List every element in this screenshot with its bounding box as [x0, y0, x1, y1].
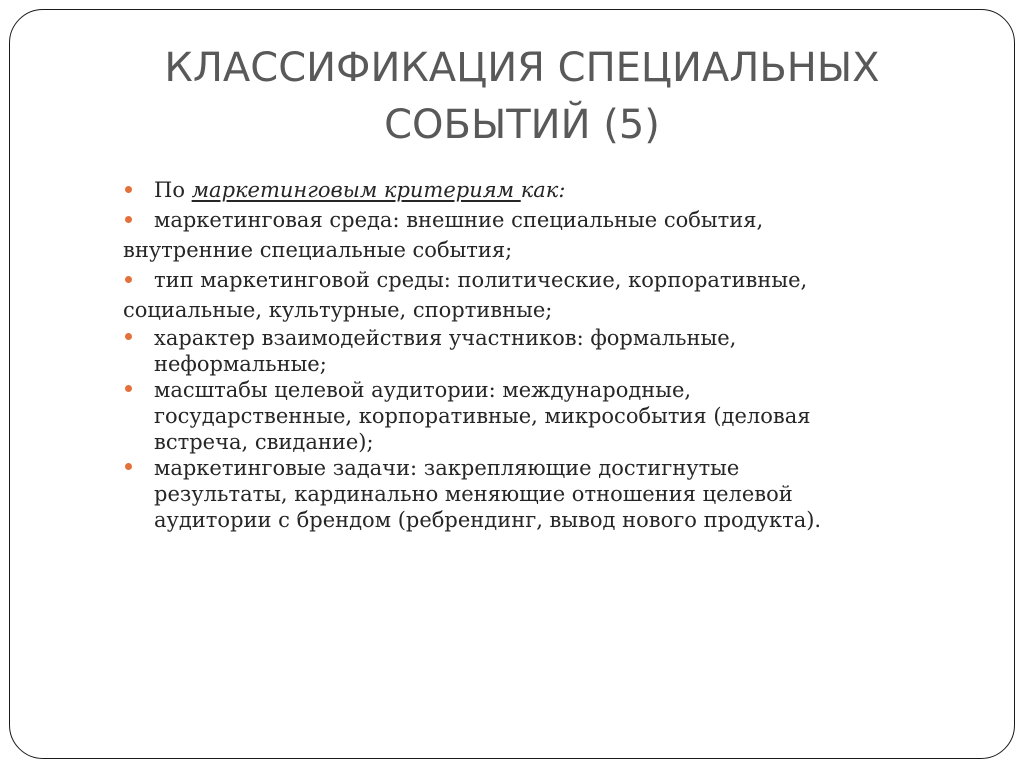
bullet-text-line-1: характер взаимодействия участников: формальные,: [154, 326, 737, 350]
criteria-prefix: По: [154, 178, 192, 202]
criteria-suffix: как:: [520, 178, 566, 202]
paragraph-text: социальные, культурные, спортивные;: [123, 298, 553, 322]
bullet-item-marketing-environment: [123, 205, 943, 235]
bullet-text-line-2: государственные, корпоративные, микрособытия (деловая: [154, 404, 811, 428]
paragraph-internal-events: [123, 235, 943, 265]
paragraph-social-cultural: [123, 295, 943, 325]
bullet-icon: [125, 186, 132, 193]
slide-title-line-2: СОБЫТИЙ (5): [384, 102, 660, 148]
bullet-text-line-1: маркетинговые задачи: закрепляющие достигнутые: [154, 456, 740, 480]
bullet-item-audience-scale: [123, 377, 943, 455]
slide-title-line-1: КЛАССИФИКАЦИЯ СПЕЦИАЛЬНЫХ: [164, 45, 880, 91]
bullet-icon: [125, 276, 132, 283]
bullet-item-criteria: [123, 175, 943, 205]
bullet-item-marketing-tasks: [123, 455, 943, 533]
bullet-icon: [125, 463, 132, 470]
slide-title: [70, 40, 974, 154]
bullet-item-environment-type: [123, 265, 943, 295]
slide-body: [123, 175, 943, 533]
slide-frame: [9, 9, 1015, 759]
bullet-text-line-3: аудитории с брендом (ребрендинг, вывод нового продукта).: [154, 508, 822, 532]
bullet-text-line-3: встреча, свидание);: [154, 430, 374, 454]
bullet-item-interaction: [123, 325, 943, 377]
bullet-text: тип маркетинговой среды: политические, корпоративные,: [154, 268, 808, 292]
bullet-text-line-2: результаты, кардинально меняющие отношения целевой: [154, 482, 793, 506]
criteria-emphasis: маркетинговым критериям: [191, 178, 521, 202]
bullet-icon: [125, 385, 132, 392]
bullet-text-line-1: масштабы целевой аудитории: международные,: [154, 378, 692, 402]
paragraph-text: внутренние специальные события;: [123, 238, 513, 262]
bullet-icon: [125, 216, 132, 223]
bullet-text: маркетинговая среда: внешние специальные события,: [154, 208, 764, 232]
bullet-text-line-2: неформальные;: [154, 352, 327, 376]
bullet-icon: [125, 333, 132, 340]
